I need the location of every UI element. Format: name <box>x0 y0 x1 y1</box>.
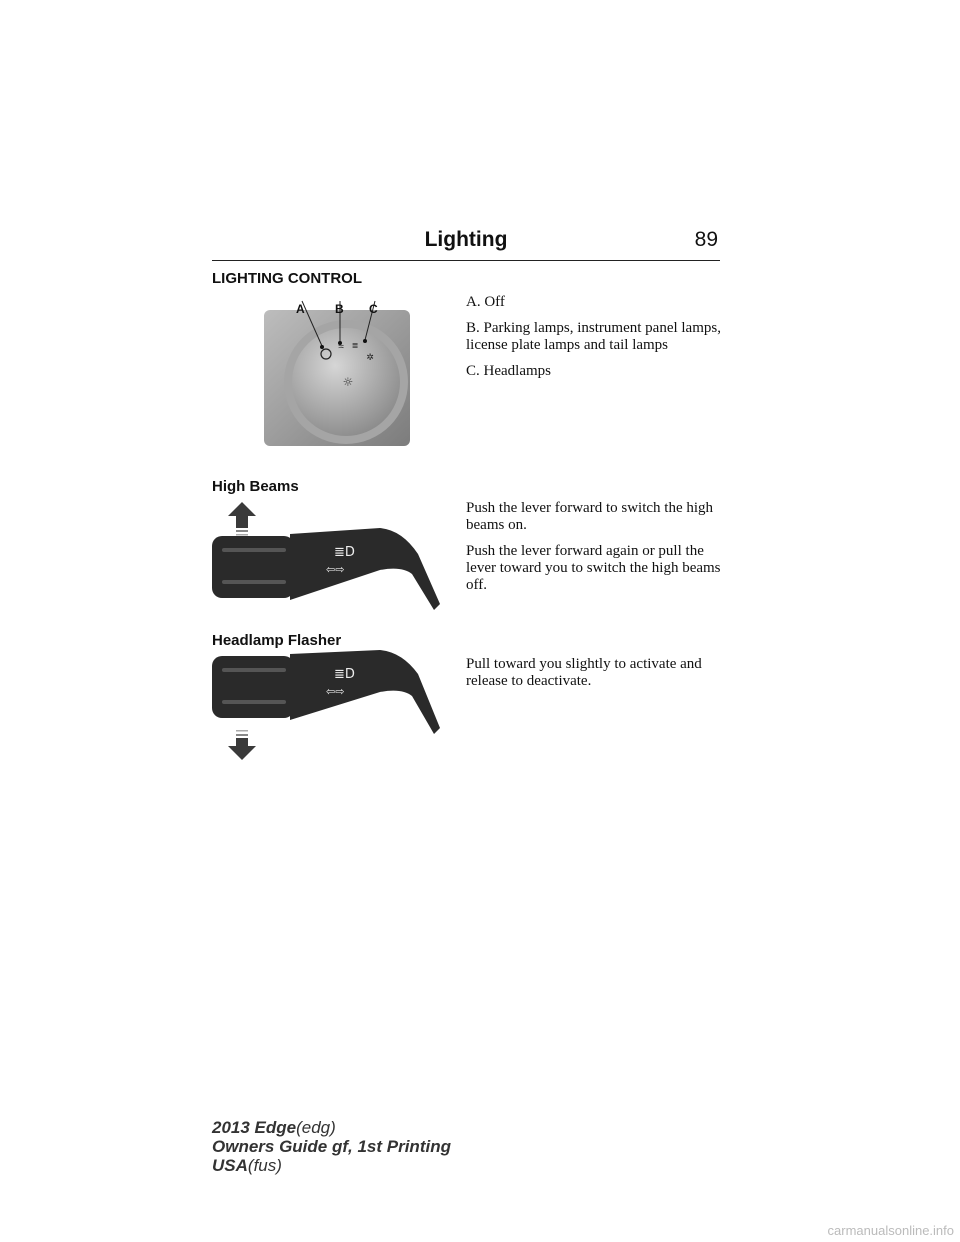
lever-forward-illustration <box>212 500 442 612</box>
page-footer <box>212 1118 451 1175</box>
page-number: 89 <box>694 228 718 251</box>
fog-lamp-icon: ✲ <box>366 353 374 363</box>
headlamp-flasher-paragraph: Pull toward you slightly to activate and release to deactivate. <box>466 656 702 689</box>
turn-signal-icon: ⇦⇨ <box>326 563 345 576</box>
footer-line-2 <box>212 1137 451 1156</box>
high-beams-off-paragraph: Push the lever forward again or pull the lever toward you to switch the high beams off. <box>466 543 721 593</box>
parking-lamp-icon: ≍ <box>337 342 345 351</box>
lighting-control-heading: LIGHTING CONTROL <box>212 270 362 287</box>
high-beams-heading: High Beams <box>212 478 299 495</box>
high-beams-text <box>466 500 728 603</box>
turn-signal-icon: ⇦⇨ <box>326 685 345 698</box>
lever-grip <box>212 656 294 718</box>
dash-light-icon: ☼ <box>342 375 354 389</box>
page-header <box>212 228 720 261</box>
footer-line-3 <box>212 1156 451 1175</box>
callout-label-b: B <box>335 302 344 316</box>
headlamp-flasher-figure <box>212 650 442 767</box>
footer-market-code: (fus) <box>247 1156 282 1175</box>
footer-market: USA <box>212 1156 248 1175</box>
item-off: A. Off <box>466 294 505 310</box>
lever-grip <box>212 536 294 598</box>
lighting-control-text <box>466 294 728 389</box>
callout-label-a: A <box>296 302 305 316</box>
footer-printing: Owners Guide gf, 1st Printing <box>212 1137 451 1156</box>
headlamp-icon: ≣ <box>351 341 359 350</box>
arrow-forward-icon <box>228 502 256 528</box>
callout-label-c: C <box>369 302 378 316</box>
lever-pull-illustration <box>212 650 442 762</box>
high-beams-figure <box>212 500 442 617</box>
lever-stalk <box>290 528 440 610</box>
high-beam-icon: ≣D <box>334 545 355 560</box>
headlamp-switch-illustration <box>262 296 412 448</box>
headlamp-flasher-heading: Headlamp Flasher <box>212 632 342 649</box>
lighting-switch-figure <box>262 296 412 453</box>
item-headlamps: C. Headlamps <box>466 363 551 379</box>
footer-model-code: (edg) <box>296 1118 336 1137</box>
footer-line-1 <box>212 1118 451 1137</box>
footer-model: 2013 Edge <box>212 1118 297 1137</box>
arrow-pull-icon <box>228 738 256 760</box>
watermark-text: carmanualsonline.info <box>827 1223 954 1238</box>
headlamp-flasher-text <box>466 656 728 699</box>
high-beam-icon: ≣D <box>334 667 355 682</box>
lever-stalk <box>290 650 440 734</box>
item-parking-lamps: B. Parking lamps, instrument panel lamps, license plate lamps and tail lamps <box>466 320 721 353</box>
page-title: Lighting <box>424 228 508 251</box>
high-beams-on-paragraph: Push the lever forward to switch the high beams on. <box>466 500 714 533</box>
